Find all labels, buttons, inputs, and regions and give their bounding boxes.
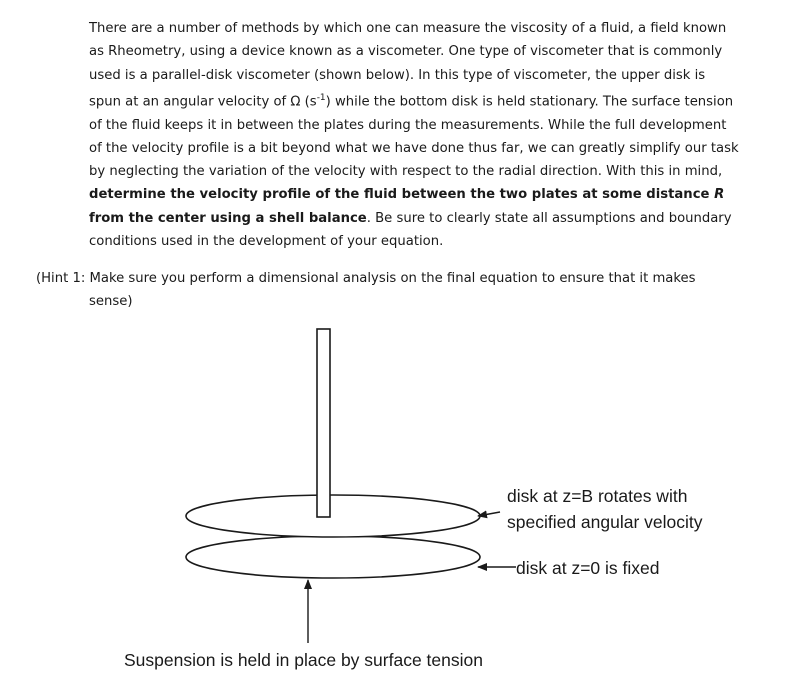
drive-shaft [317, 329, 330, 517]
omega-symbol: Ω [290, 94, 301, 110]
top-disk-label-line1: disk at z=B rotates with [507, 486, 688, 506]
bottom-disk-label: disk at z=0 is fixed [516, 558, 660, 578]
task-part-1: determine the velocity profile of the fluid between the two plates at some distance [89, 187, 715, 203]
top-disk-arrow [478, 512, 500, 516]
bottom-disk [186, 536, 480, 578]
hint-text-line1: Make sure you perform a dimensional analysis on the final equation to ensure that it makes [89, 271, 696, 286]
top-disk-label-line2: specified angular velocity [507, 512, 703, 532]
hint-label: (Hint 1: [36, 271, 90, 286]
units-exponent: -1 [316, 92, 326, 103]
task-variable-r: R [714, 187, 725, 203]
units-open: (s [300, 94, 317, 110]
problem-middle: while the bottom disk is held stationary. The surface tension of the fluid keeps it in between the plates during the measurements. While the full development of the velocity profile is a bit beyond what we have done thus far, we can greatly simplify our task by neglecting the variation of the velocity with respect to the radial direction. With this in mind, [89, 94, 739, 180]
task-part-2: from the center using a shell balance [89, 210, 367, 226]
suspension-label: Suspension is held in place by surface tension [124, 650, 483, 670]
top-disk [186, 495, 480, 537]
problem-closing: . Be sure to clearly state all assumptions and boundary conditions used in the development of your equation. [89, 210, 732, 250]
units-close: ) [325, 94, 331, 110]
problem-intro: There are a number of methods by which one can measure the viscosity of a fluid, a field known as Rheometry, using a device known as a viscometer. One type of viscometer that is commonly used is a parallel-disk viscometer (shown below). In this type of viscometer, the upper disk is spun at an angular velocity of [89, 21, 727, 110]
hint-text-line2: sense) [89, 294, 133, 310]
